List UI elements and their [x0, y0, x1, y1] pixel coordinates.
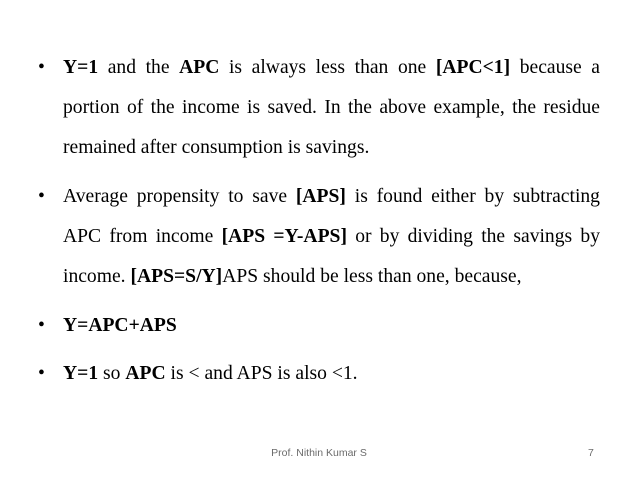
bullet-dot: •	[38, 57, 45, 78]
text-run: or by dividing the savings by income.	[63, 226, 600, 287]
bullet-dot: •	[38, 363, 45, 384]
text-run: and the	[98, 57, 180, 78]
bullet-text	[63, 177, 600, 297]
bullet-text	[63, 354, 600, 394]
bullet-text	[63, 306, 600, 346]
bullet-dot: •	[38, 186, 45, 207]
bullet-item-2	[38, 177, 600, 297]
text-run: is found either by subtracting APC from income	[63, 186, 600, 247]
text-run: Average propensity to save	[63, 186, 296, 207]
bold-text: APC	[179, 57, 220, 78]
bold-text: [APS]	[295, 186, 346, 207]
bold-text: [APS=S/Y]	[130, 266, 223, 287]
bullet-item-4	[38, 354, 600, 394]
bold-text: Y=1	[63, 363, 99, 384]
bold-text: [APC<1]	[435, 57, 511, 78]
bold-text: Y=1	[63, 57, 99, 78]
page-number: 7	[588, 447, 594, 459]
bold-text: Y=APC+APS	[63, 315, 177, 336]
bullet-item-3	[38, 306, 600, 346]
bullet-item-1	[38, 48, 600, 168]
text-run: so	[98, 363, 126, 384]
bullet-text	[63, 48, 600, 168]
text-run: APS should be less than one, because,	[222, 266, 522, 287]
bold-text: APC	[125, 363, 166, 384]
text-run: is always less than one	[219, 57, 436, 78]
bold-text: [APS =Y-APS]	[221, 226, 347, 247]
bullet-dot: •	[38, 315, 45, 336]
text-run: is < and APS is also <1.	[165, 363, 358, 384]
footer-author: Prof. Nithin Kumar S	[271, 447, 367, 459]
text-run: because a portion of the income is saved. In the above example, the residue remained after consumption is savings.	[63, 57, 600, 158]
